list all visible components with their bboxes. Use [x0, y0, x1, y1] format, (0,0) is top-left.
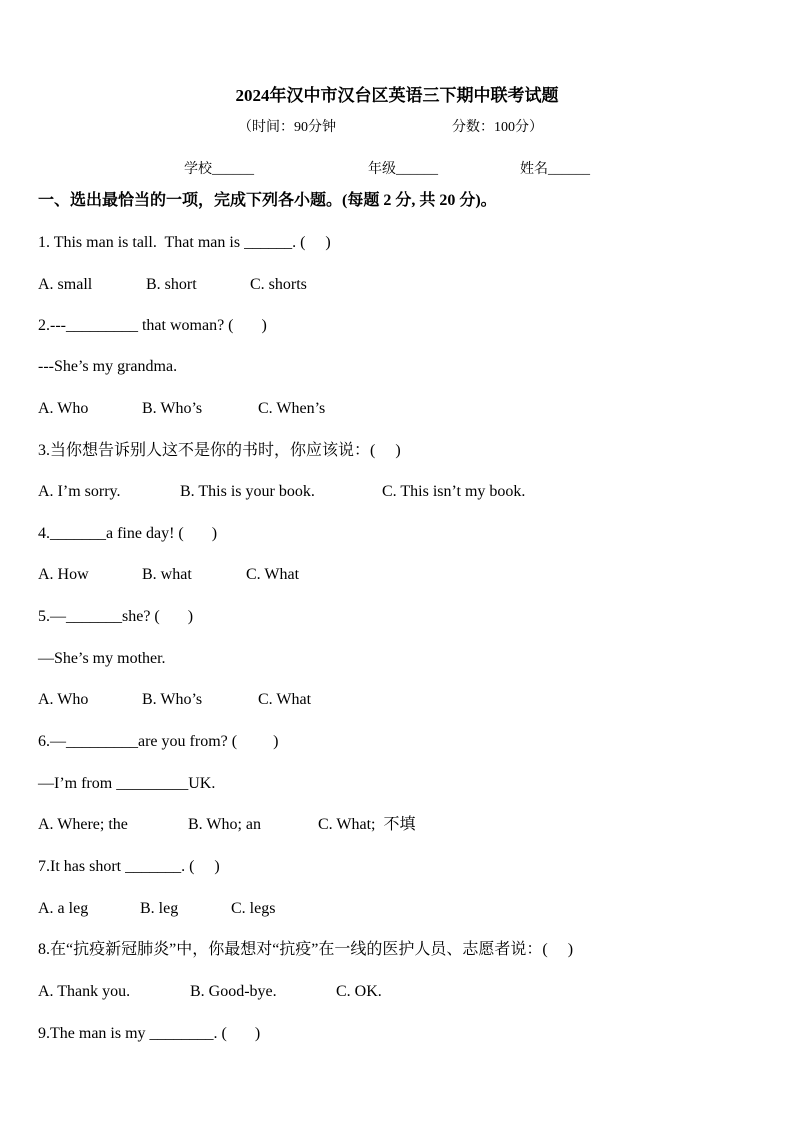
grade-field: 年级______: [368, 162, 438, 177]
question-2-stem: 2.---_________ that woman? ( ): [38, 317, 267, 334]
question-2-option-b: B. Who’s: [142, 400, 203, 417]
question-9-stem: 9.The man is my ________. ( ): [38, 1025, 261, 1042]
question-1-option-c: C. shorts: [250, 276, 307, 293]
question-8-option-c: C. OK.: [336, 983, 382, 1000]
question-1-stem: 1. This man is tall. That man is ______. ( ): [38, 234, 331, 251]
question-6-option-c: C. What; 不填: [318, 816, 416, 833]
question-7-stem: 7.It has short _______. ( ): [38, 858, 220, 875]
question-2-option-c: C. When’s: [258, 400, 326, 417]
question-3-option-c: C. This isn’t my book.: [382, 483, 526, 500]
question-6-stem: 6.—_________are you from? ( ): [38, 733, 279, 750]
page-title: 2024年汉中市汉台区英语三下期中联考试题: [235, 86, 559, 105]
question-7-option-c: C. legs: [231, 900, 276, 917]
question-5-option-c: C. What: [258, 691, 312, 708]
section-heading: 一、选出最恰当的一项，完成下列各小题。(每题 2 分, 共 20 分)。: [38, 192, 497, 209]
question-4-option-a: A. How: [38, 566, 89, 583]
question-6-option-b: B. Who; an: [188, 816, 262, 833]
question-6-option-a: A. Where; the: [38, 816, 128, 833]
question-2-sub: ---She’s my grandma.: [38, 358, 178, 375]
question-5-stem: 5.—_______she? ( ): [38, 608, 194, 625]
question-6-sub: —I’m from _________UK.: [38, 775, 216, 792]
school-field: 学校______: [184, 162, 254, 177]
exam-score: 分数：100分）: [452, 120, 543, 135]
question-5-option-a: A. Who: [38, 691, 89, 708]
question-8-stem: 8.在“抗疫新冠肺炎”中，你最想对“抗疫”在一线的医护人员、志愿者说：( ): [38, 941, 574, 958]
question-8-option-b: B. Good-bye.: [190, 983, 277, 1000]
question-8-option-a: A. Thank you.: [38, 983, 131, 1000]
question-1-option-a: A. small: [38, 276, 93, 293]
question-3-option-b: B. This is your book.: [180, 483, 315, 500]
question-4-stem: 4._______a fine day! ( ): [38, 525, 218, 542]
question-4-option-c: C. What: [246, 566, 300, 583]
question-4-option-b: B. what: [142, 566, 192, 583]
question-7-option-a: A. a leg: [38, 900, 89, 917]
question-5-sub: —She’s my mother.: [38, 650, 166, 667]
question-7-option-b: B. leg: [140, 900, 179, 917]
question-3-option-a: A. I’m sorry.: [38, 483, 121, 500]
question-5-option-b: B. Who’s: [142, 691, 203, 708]
question-3-stem: 3.当你想告诉别人这不是你的书时，你应该说：( ): [38, 442, 401, 459]
question-2-option-a: A. Who: [38, 400, 89, 417]
question-1-option-b: B. short: [146, 276, 197, 293]
name-field: 姓名______: [520, 162, 590, 177]
exam-time: （时间：90分钟: [238, 120, 336, 135]
